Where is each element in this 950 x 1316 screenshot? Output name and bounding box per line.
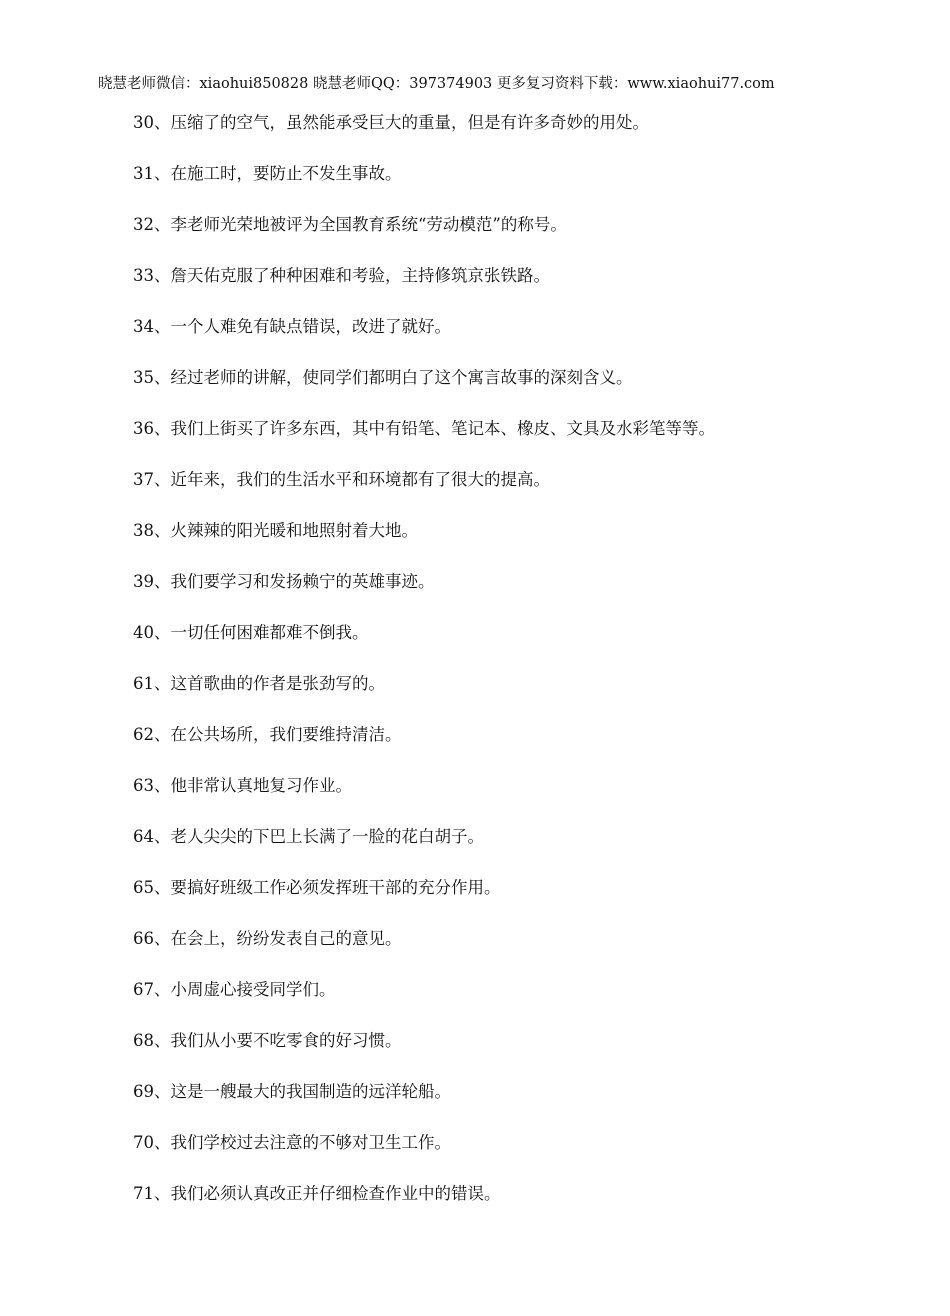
list-item: 64、老人尖尖的下巴上长满了一脸的花白胡子。 [133, 827, 484, 846]
list-item: 32、李老师光荣地被评为全国教育系统“劳动模范”的称号。 [133, 215, 567, 234]
list-item: 30、压缩了的空气，虽然能承受巨大的重量，但是有许多奇妙的用处。 [133, 113, 649, 132]
list-item: 38、火辣辣的阳光暖和地照射着大地。 [133, 521, 418, 540]
list-item: 40、一切任何困难都难不倒我。 [133, 623, 369, 642]
list-item: 62、在公共场所，我们要维持清洁。 [133, 725, 402, 744]
list-item: 63、他非常认真地复习作业。 [133, 776, 352, 795]
list-item: 70、我们学校过去注意的不够对卫生工作。 [133, 1133, 451, 1152]
list-item: 65、要搞好班级工作必须发挥班干部的充分作用。 [133, 878, 501, 897]
list-item: 71、我们必须认真改正并仔细检查作业中的错误。 [133, 1184, 501, 1203]
list-item: 34、一个人难免有缺点错误，改进了就好。 [133, 317, 451, 336]
list-item: 33、詹天佑克服了种种困难和考验，主持修筑京张铁路。 [133, 266, 550, 285]
list-item: 36、我们上街买了许多东西，其中有铅笔、笔记本、橡皮、文具及水彩笔等等。 [133, 419, 715, 438]
list-item: 69、这是一艘最大的我国制造的远洋轮船。 [133, 1082, 451, 1101]
list-item: 61、这首歌曲的作者是张劲写的。 [133, 674, 385, 693]
list-item: 37、近年来，我们的生活水平和环境都有了很大的提高。 [133, 470, 550, 489]
sentence-list [133, 112, 923, 1234]
list-item: 68、我们从小要不吃零食的好习惯。 [133, 1031, 402, 1050]
list-item: 67、小周虚心接受同学们。 [133, 980, 336, 999]
list-item: 39、我们要学习和发扬赖宁的英雄事迹。 [133, 572, 435, 591]
page-header: 晓慧老师微信：xiaohui850828 晓慧老师QQ：397374903 更多复习资料下载：www.xiaohui77.com [98, 76, 775, 92]
list-item: 35、经过老师的讲解，使同学们都明白了这个寓言故事的深刻含义。 [133, 368, 633, 387]
list-item: 66、在会上，纷纷发表自己的意见。 [133, 929, 402, 948]
list-item: 31、在施工时，要防止不发生事故。 [133, 164, 402, 183]
